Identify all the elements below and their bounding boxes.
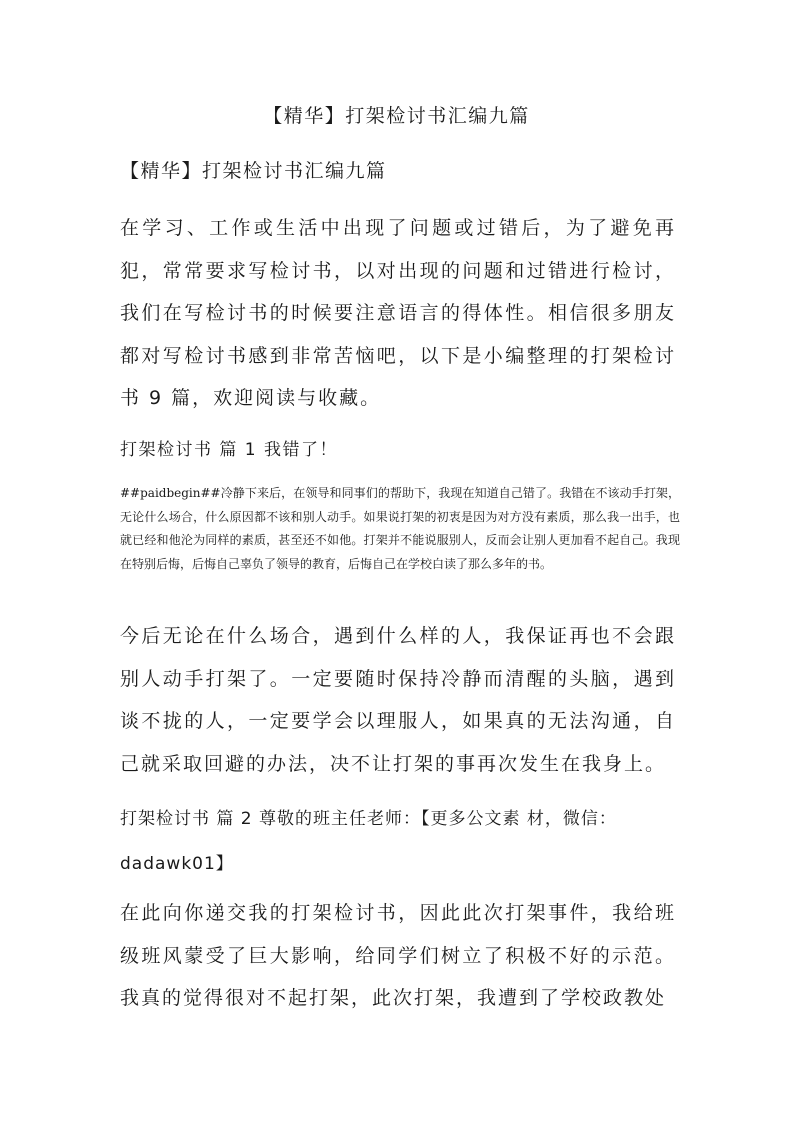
intro-paragraph: 在学习、工作或生活中出现了问题或过错后，为了避免再犯，常常要求写检讨书，以对出现的问题和过错进行检讨，我们在写检讨书的时候要注意语言的得体性。相信很多朋友都对写检讨书感到非常苦恼吧，以下是小编整理的打架检讨书 9 篇，欢迎阅读与收藏。 xyxy=(120,217,676,409)
document-title: 【精华】打架检讨书汇编九篇 xyxy=(263,105,530,127)
section-1-small-paragraph: ##paidbegin##冷静下来后，在领导和同事们的帮助下，我现在知道自己错了。我错在不该动手打架，无论什么场合，什么原因都不该和别人动手。如果说打架的初衷是因为对方没有素质，那么我一出手，也就已经和他沦为同样的素质，甚至还不如他。打架并不能说服别人，反而会让别人更加看不起自己。我现在特别后悔，后悔自己辜负了领导的教育，后悔自己在学校白读了那么多年的书。 xyxy=(120,486,680,571)
document-subtitle: 【精华】打架检讨书汇编九篇 xyxy=(120,160,387,182)
section-2-body-paragraph: 在此向你递交我的打架检讨书，因此此次打架事件，我给班级班风蒙受了巨大影响，给同学们树立了积极不好的示范。我真的觉得很对不起打架，此次打架，我遭到了学校政教处 xyxy=(120,902,676,1009)
section-1-heading: 打架检讨书 篇 1 我错了！ xyxy=(120,440,339,460)
section-2-heading: 打架检讨书 篇 2 尊敬的班主任老师：【更多公文素 材，微信：dadawk01】 xyxy=(120,809,617,874)
section-1-body-paragraph: 今后无论在什么场合，遇到什么样的人，我保证再也不会跟别人动手打架了。一定要随时保持冷静而清醒的头脑，遇到谈不拢的人，一定要学会以理服人，如果真的无法沟通，自己就采取回避的办法，决不让打架的事再次发生在我身上。 xyxy=(120,625,676,775)
